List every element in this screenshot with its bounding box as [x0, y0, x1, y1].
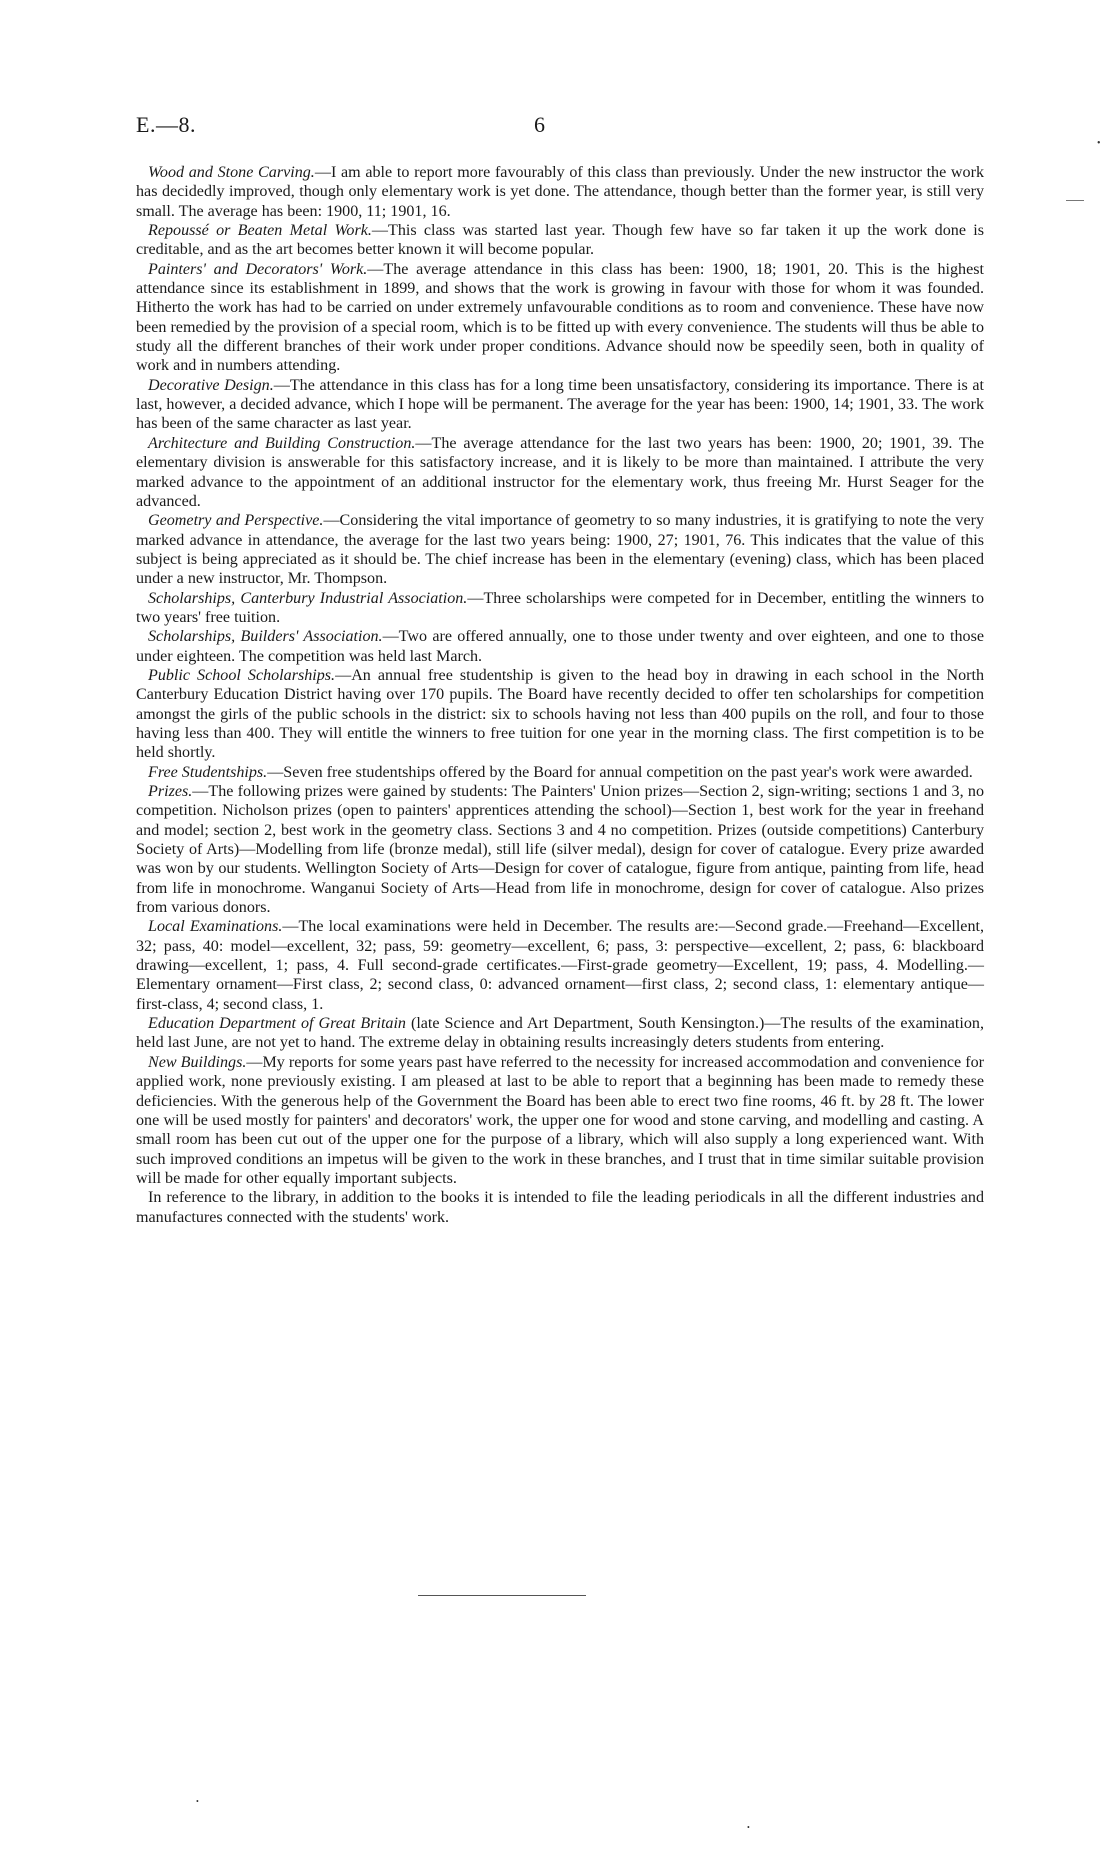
paragraph-local-examinations: [136, 917, 984, 1014]
paragraph-heading: Geometry and Perspective.: [148, 512, 324, 530]
paragraph-text: —Three scholarships were competed for in December, entitling the winners to two years' free tuition.: [136, 589, 984, 626]
page-number: 6: [534, 112, 545, 137]
paragraph-repousse-metal-work: [136, 221, 984, 260]
paragraph-text: In reference to the library, in addition to the books it is intended to file the leading periodicals in all the different industries and manufactures connected with the students' work.: [136, 1189, 984, 1226]
paragraph-painters-decorators: [136, 260, 984, 376]
paragraph-decorative-design: [136, 376, 984, 434]
paragraph-new-buildings: [136, 1053, 984, 1188]
paragraph-wood-stone-carving: [136, 163, 984, 221]
report-body: [136, 163, 984, 1227]
paragraph-text: —My reports for some years past have referred to the necessity for increased accommodation and convenience for applied work, none previously existing. I am pleased at last to be able to report that a beginning has been made to remedy these deficiencies. With the generous help of the Government the Board has been able to erect two fine rooms, 46 ft. by 28 ft. The lower one will be used mostly for painters' and decorators' work, the upper one for wood and stone carving, and modelling and casting. A small room has been cut out of the upper one for the purpose of a library, which will also supply a long experienced want. With such improved conditions an impetus will be given to the work in these branches, and I trust that in time similar suitable provision will be made for other equally important subjects.: [136, 1053, 984, 1187]
paragraph-scholarships-builders: [136, 627, 984, 666]
section-divider: [418, 1595, 586, 1596]
paragraph-heading: Repoussé or Beaten Metal Work.: [148, 222, 372, 240]
paragraph-heading: Scholarships, Canterbury Industrial Association.: [148, 589, 468, 607]
paragraph-prizes: [136, 782, 984, 917]
paragraph-heading: Wood and Stone Carving.: [148, 164, 315, 181]
paragraph-public-school-scholarships: [136, 666, 984, 763]
paragraph-heading: Public School Scholarships.: [148, 666, 336, 684]
paragraph-text: —This class was started last year. Though few have so far taken it up the work done is creditable, and as the art becomes better known it will become popular.: [136, 222, 984, 259]
paragraph-heading: Scholarships, Builders' Association.: [148, 628, 383, 646]
paragraph-library: [136, 1188, 984, 1227]
scan-speck: •: [196, 1797, 199, 1806]
paragraph-heading: Decorative Design.: [148, 376, 274, 394]
paragraph-text: —The average attendance in this class has been: 1900, 18; 1901, 20. This is the highest attendance since its establishment in 1899, and shows that the work is growing in favour with those for whom it was founded. Hitherto the work has had to be carried on under extremely unfavourable conditions as to room and convenience. These have now been remedied by the provision of a special room, which is to be fitted up with every convenience. The students will thus be able to study all the different branches of their work under proper conditions. Advance should now be speedily seen, both in quality of work and in numbers attending.: [136, 260, 984, 375]
paragraph-text: —The attendance in this class has for a long time been unsatisfactory, considering its importance. There is at last, however, a decided advance, which I hope will be permanent. The average for the year has been: 1900, 14; 1901, 33. The work has been of the same character as last year.: [136, 376, 984, 433]
paragraph-text: (late Science and Art Department, South Kensington.)—The results of the examination, held last June, are not yet to hand. The extreme delay in obtaining results increasingly deters students from entering.: [136, 1015, 984, 1052]
paragraph-heading: New Buildings.: [148, 1053, 247, 1071]
paragraph-text: —Considering the vital importance of geometry to so many industries, it is gratifying to note the very marked advance in attendance, the average for the last two years being: 1900, 27; 1901, 76. This indicates that the value of this subject is being appreciated as it should be. The chief increase has been in the elementary (evening) class, which has been placed under a new instructor, Mr. Thompson.: [136, 512, 984, 588]
paragraph-text: —Seven free studentships offered by the Board for annual competition on the past year's work were awarded.: [267, 763, 973, 781]
paragraph-geometry-perspective: [136, 511, 984, 588]
document-reference: E.—8.: [136, 112, 196, 137]
paragraph-heading: Free Studentships.: [148, 763, 268, 781]
scan-speck: •: [1097, 138, 1101, 149]
paragraph-text: —The local examinations were held in December. The results are:—Second grade.—Freehand—Excellent, 32; pass, 40: model—excellent, 32; pass, 59: geometry—excellent, 6; pass, 3: perspective—excellent, 2; pass, 6: blackboard drawing—excellent, 1; pass, 4. Full second-grade certificates.—First-grade geometry—Excellent, 19; pass, 4. Modelling.—Elementary ornament—First class, 2; second class, 0: advanced ornament—first class, 2; second class, 1: elementary antique—first-class, 4; second class, 1.: [136, 918, 984, 1013]
paragraph-text: —Two are offered annually, one to those under twenty and over eighteen, and one to those under eighteen. The competition was held last March.: [136, 628, 984, 665]
paragraph-heading: Local Examinations.: [148, 918, 283, 936]
paragraph-education-department: [136, 1014, 984, 1053]
paragraph-text: —I am able to report more favourably of this class than previously. Under the new instructor the work has decidedly improved, though only elementary work is yet done. The attendance, though better than the former year, is still very small. The average has been: 1900, 11; 1901, 16.: [136, 164, 985, 220]
scan-speck: [1066, 200, 1084, 201]
paragraph-heading: Prizes.: [148, 783, 193, 800]
paragraph-heading: Education Department of Great Britain: [148, 1015, 406, 1033]
paragraph-architecture-building: [136, 434, 984, 511]
paragraph-heading: Painters' and Decorators' Work.: [148, 260, 368, 278]
paragraph-text: —The following prizes were gained by students: The Painters' Union prizes—Section 2, sign-writing; sections 1 and 3, no competition. Nicholson prizes (open to painters' apprentices attending the school)—Section 1, best work for the year in freehand and model; section 2, best work in the geometry class. Sections 3 and 4 no competition. Prizes (outside competitions) Canterbury Society of Arts)—Modelling from life (bronze medal), still life (silver medal), design for cover of catalogue. Every prize awarded was won by our students. Wellington Society of Arts—Design for cover of catalogue, figure from antique, painting from life, head from life in monochrome. Wanganui Society of Arts—Head from life in monochrome, design for cover of catalogue. Also prizes from various donors.: [136, 783, 984, 917]
scan-speck: •: [747, 1823, 750, 1832]
paragraph-text: —An annual free studentship is given to the head boy in drawing in each school in the North Canterbury Education District having over 170 pupils. The Board have recently decided to offer ten scholarships for competition amongst the girls of the public schools in the district: six to schools having not less than 400 pupils on the roll, and four to those having less than 400. They will entitle the winners to free tuition for one year in the morning class. The first competition is to be held shortly.: [136, 666, 984, 762]
page-header: [136, 112, 980, 142]
paragraph-free-studentships: [136, 763, 984, 782]
paragraph-heading: Architecture and Building Construction.: [148, 434, 416, 452]
paragraph-text: —The average attendance for the last two years has been: 1900, 20; 1901, 39. The elementary division is answerable for this satisfactory increase, and it is likely to be more than maintained. I attribute the very marked advance to the appointment of an additional instructor for the elementary work, thus freeing Mr. Hurst Seager for the advanced.: [136, 434, 984, 510]
paragraph-scholarships-industrial: [136, 589, 984, 628]
